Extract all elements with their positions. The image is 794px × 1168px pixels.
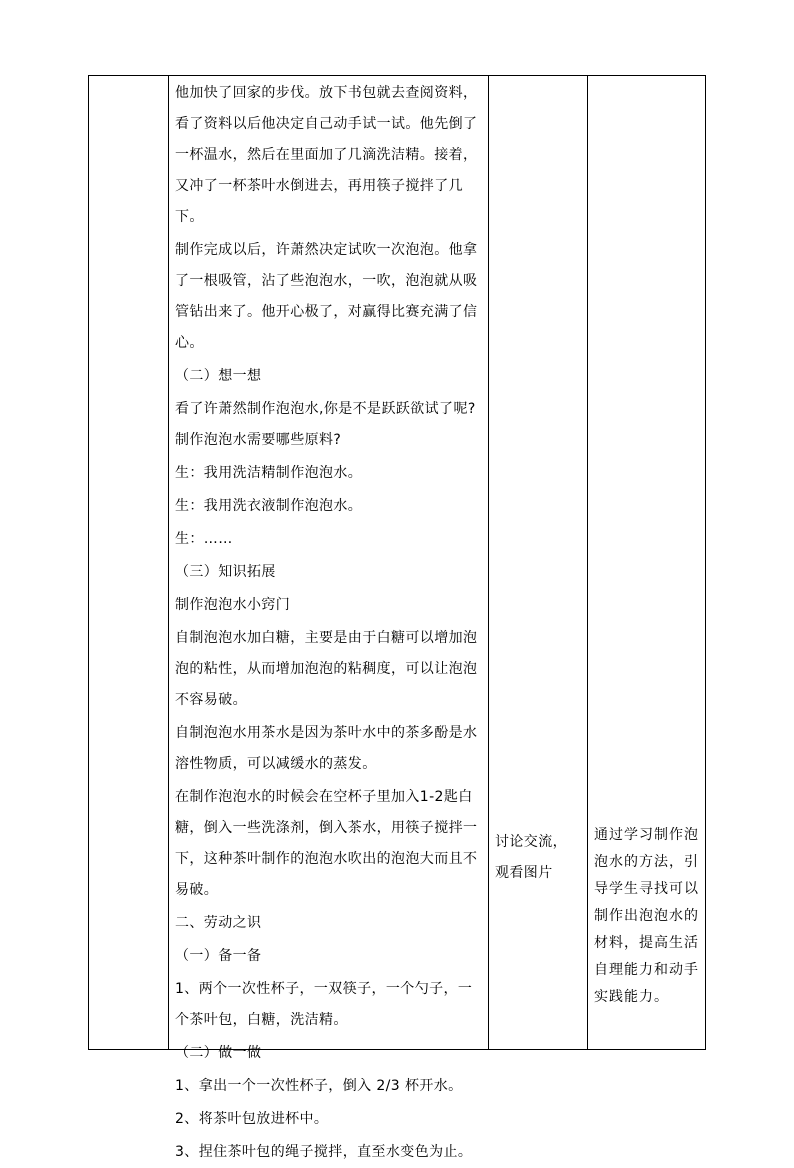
paragraph: 在制作泡泡水的时候会在空杯子里加入1-2匙白糖，倒入一些洗涤剂，倒入茶水，用筷子搅拌一下，这种茶叶制作的泡泡水吹出的泡泡大而且不易破。: [175, 789, 478, 898]
student-response: 生：……: [175, 531, 233, 547]
paragraph: 自制泡泡水用茶水是因为茶叶水中的茶多酚是水溶性物质，可以减缓水的蒸发。: [175, 725, 478, 772]
paragraph: 制作完成以后，许萧然决定试吹一次泡泡。他拿了一根吸管，沾了些泡泡水，一吹，泡泡就从吸管钻出来了。他开心极了，对赢得比赛充满了信心。: [175, 242, 478, 351]
teaching-content-column: [169, 76, 488, 1168]
column-divider: [488, 76, 489, 1049]
subheading: 制作泡泡水小窍门: [175, 597, 291, 613]
step-item: 3、捏住茶叶包的绳子搅拌，直至水变色为止。: [175, 1144, 473, 1160]
student-response: 生：我用洗衣液制作泡泡水。: [175, 498, 363, 514]
paragraph: 自制泡泡水加白糖，主要是由于白糖可以增加泡泡的粘性，从而增加泡泡的粘稠度，可以让泡泡不容易破。: [175, 630, 478, 708]
step-item: 2、将茶叶包放进杯中。: [175, 1111, 329, 1127]
lesson-table: [88, 75, 706, 1160]
section-heading: （二）做一做: [175, 1045, 262, 1061]
step-item: 1、拿出一个一次性杯子，倒入 2/3 杯开水。: [175, 1078, 463, 1094]
student-activity-cell: 讨论交流，观看图片: [495, 834, 567, 881]
student-response: 生：我用洗洁精制作泡泡水。: [175, 465, 363, 481]
section-heading: （二）想一想: [175, 368, 262, 384]
materials-list: 1、两个一次性杯子，一双筷子，一个勺子，一个茶叶包，白糖，洗洁精。: [175, 981, 473, 1028]
section-heading: （三）知识拓展: [175, 564, 276, 580]
section-heading: 二、劳动之识: [175, 915, 262, 931]
design-intent-cell: 通过学习制作泡泡水的方法，引导学生寻找可以制作出泡泡水的材料，提高生活自理能力和动手实践能力。: [594, 827, 699, 1005]
paragraph: 看了许萧然制作泡泡水,你是不是跃跃欲试了呢?制作泡泡水需要哪些原料?: [175, 401, 476, 448]
paragraph: 他加快了回家的步伐。放下书包就去查阅资料，看了资料以后他决定自己动手试一试。他先倒了一杯温水，然后在里面加了几滴洗洁精。接着，又冲了一杯茶叶水倒进去，再用筷子搅拌了几下。: [175, 85, 478, 225]
section-heading: （一）备一备: [175, 948, 262, 964]
